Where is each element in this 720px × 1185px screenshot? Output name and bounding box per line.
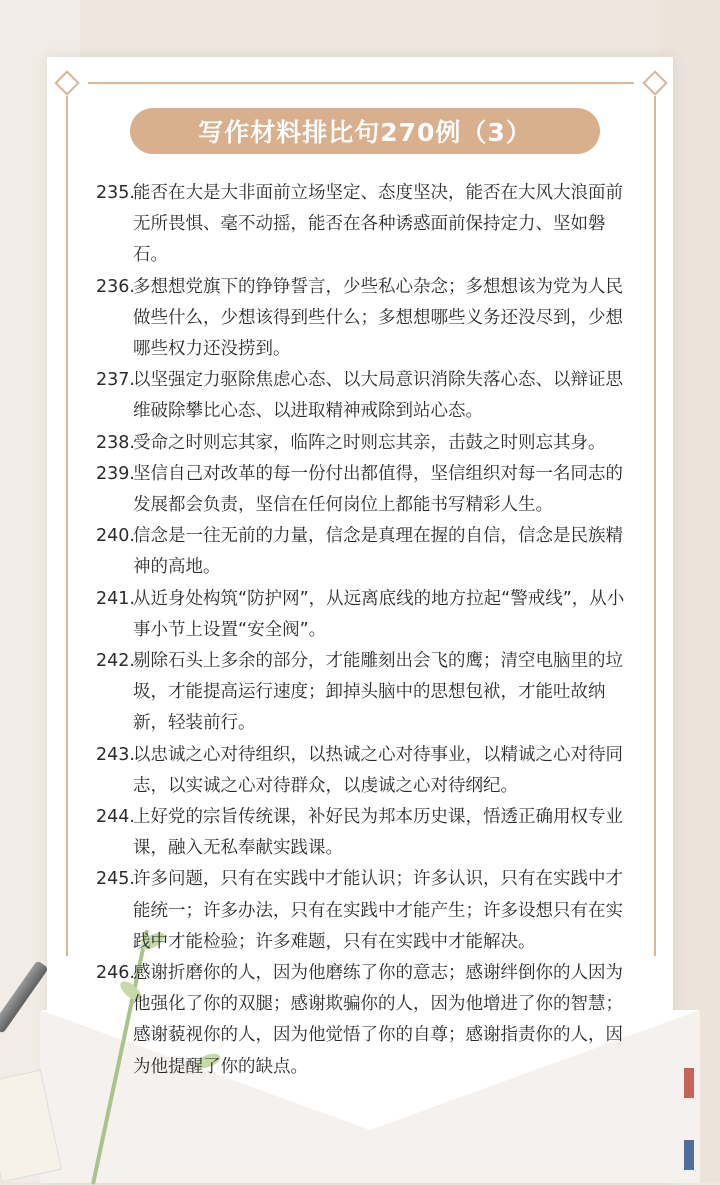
page-title: 写作材料排比句270例（3） [198, 118, 532, 147]
item-number: 244. [96, 807, 135, 828]
item-text: 上好党的宗旨传统课，补好民为邦本历史课，悟透正确用权专业课，融入无私奉献实践课。 [133, 807, 623, 859]
item-number: 243. [96, 744, 135, 765]
item-number: 245. [96, 869, 135, 890]
item-text: 许多问题，只有在实践中才能认识；许多认识，只有在实践中才能统一；许多办法，只有在实践中才能产生；许多设想只有在实践中才能检验；许多难题，只有在实践中才能解决。 [133, 869, 623, 952]
sentence-list [96, 178, 636, 1083]
item-number: 238. [96, 432, 135, 453]
item-text: 信念是一往无前的力量，信念是真理在握的自信，信念是民族精神的高地。 [133, 526, 623, 578]
item-number: 237. [96, 370, 135, 391]
list-item [96, 740, 636, 802]
frame-left-rule [66, 96, 68, 956]
list-item [96, 428, 636, 459]
item-text: 从近身处构筑“防护网”，从远离底线的地方拉起“警戒线”，从小事小节上设置“安全阀”。 [133, 588, 625, 640]
frame-right-rule [654, 96, 656, 956]
item-number: 242. [96, 651, 135, 672]
list-item [96, 802, 636, 864]
list-item [96, 365, 636, 427]
item-number: 240. [96, 526, 135, 547]
list-item [96, 178, 636, 272]
item-number: 236. [96, 276, 135, 297]
list-item [96, 459, 636, 521]
list-item [96, 272, 636, 366]
list-item [96, 958, 636, 1083]
list-item [96, 584, 636, 646]
item-number: 246. [96, 963, 135, 984]
title-banner [130, 108, 600, 154]
item-text: 多想想党旗下的铮铮誓言，少些私心杂念；多想想该为党为人民做些什么，少想该得到些什么；多想想哪些义务还没尽到，少想哪些权力还没捞到。 [133, 276, 623, 360]
item-text: 以坚强定力驱除焦虑心态、以大局意识消除失落心态、以辩证思维破除攀比心态、以进取精神戒除到站心态。 [133, 370, 623, 422]
item-text: 感谢折磨你的人，因为他磨练了你的意志；感谢绊倒你的人因为他强化了你的双腿；感谢欺骗你的人，因为他增进了你的智慧；感谢藐视你的人，因为他觉悟了你的自尊；感谢指责你的人，因为他提醒了你的缺点。 [133, 963, 623, 1077]
item-text: 以忠诚之心对待组织，以热诚之心对待事业，以精诚之心对待同志，以实诚之心对待群众，以虔诚之心对待纲纪。 [133, 744, 623, 796]
envelope-stripe [684, 1068, 694, 1098]
item-number: 241. [96, 588, 135, 609]
item-number: 235. [96, 183, 135, 203]
item-number: 239. [96, 463, 135, 484]
item-text: 受命之时则忘其家，临阵之时则忘其亲，击鼓之时则忘其身。 [133, 432, 606, 453]
list-item [96, 521, 636, 583]
item-text: 能否在大是大非面前立场坚定、态度坚决，能否在大风大浪面前无所畏惧、毫不动摇，能否在各种诱惑面前保持定力、坚如磐石。 [133, 183, 623, 266]
item-text: 坚信自己对改革的每一份付出都值得，坚信组织对每一名同志的发展都会负责，坚信在任何岗位上都能书写精彩人生。 [133, 463, 623, 516]
list-item [96, 646, 636, 740]
envelope-stripe [684, 1140, 694, 1170]
frame-top-rule [88, 82, 634, 84]
item-text: 剔除石头上多余的部分，才能雕刻出会飞的鹰；清空电脑里的垃圾，才能提高运行速度；卸掉头脑中的思想包袱，才能吐故纳新，轻装前行。 [133, 651, 623, 734]
list-item [96, 864, 636, 958]
